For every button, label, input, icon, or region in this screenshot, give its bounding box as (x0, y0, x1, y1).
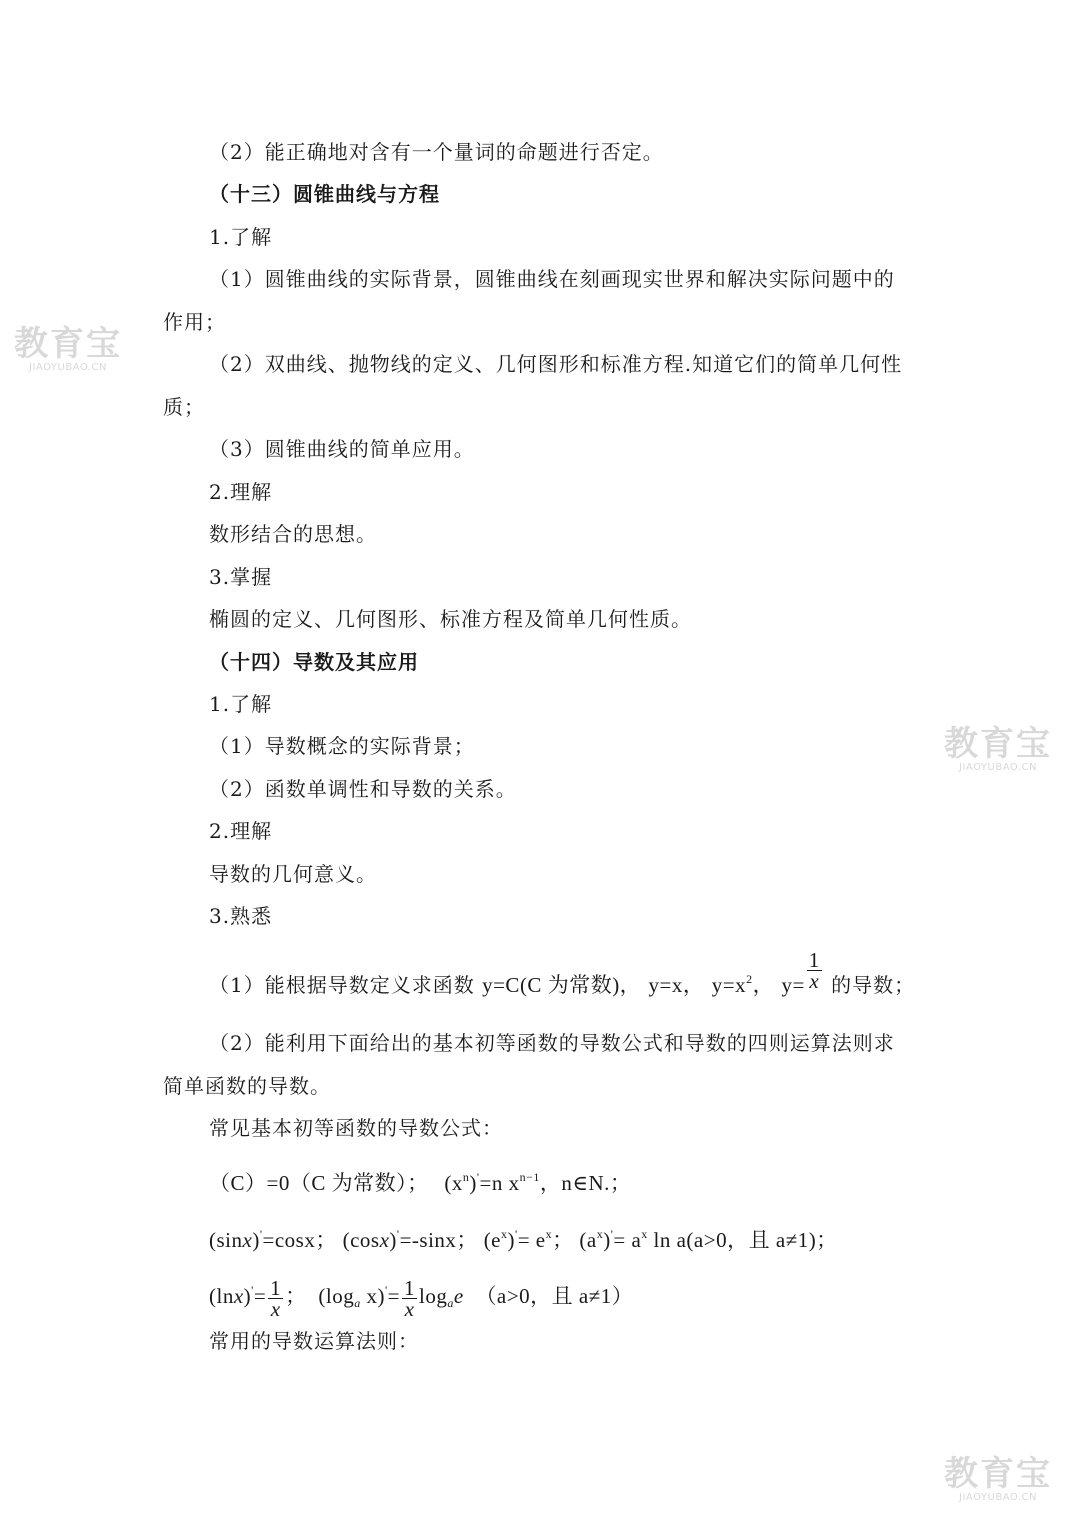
formula-exp-a: $(a^x)'= a^x$ ln a(a>0，且 a≠1)； (579, 1227, 838, 1252)
section-heading-14: （十四）导数及其应用 (209, 650, 419, 674)
formula-power: $(x^n)'=n$ $x^{n-1}$，n∈N.； (444, 1170, 632, 1195)
subheading-comprehend: 2.理解 (209, 480, 273, 504)
paragraph-monotonicity: （2）函数单调性和导数的关系。 (209, 777, 517, 801)
formula-exp-e: $(e^x)'= e^x$； (483, 1227, 574, 1252)
watermark-text-cn: 教育宝 (14, 324, 122, 364)
formula-row-trig-exp (209, 1221, 838, 1253)
watermark-logo-right-mid (944, 726, 1052, 774)
math-identity: y=x， (648, 973, 705, 997)
formula-log: ($\log_a$ x)'= $\frac{1}{x}$ $\log_ae$ (318, 1275, 464, 1321)
paragraph-number-shape: 数形结合的思想。 (209, 522, 377, 546)
formula-cos: (cosx)'=-sinx； (342, 1227, 478, 1252)
watermark-text-cn: 教育宝 (944, 724, 1052, 764)
watermark-text-en: JIAOYUBAO.CN (29, 362, 107, 373)
math-constant: y=C(C 为常数)， (482, 973, 642, 997)
watermark-logo-left (14, 326, 122, 374)
paragraph-hyperbola-parabola: （2）双曲线、抛物线的定义、几何图形和标准方程.知道它们的简单几何性 (209, 352, 903, 376)
subheading-understand-2: 1.了解 (209, 692, 273, 716)
paragraph-use-formulas-cont: 简单函数的导数。 (163, 1074, 331, 1098)
paragraph-conic-background: （1）圆锥曲线的实际背景，圆锥曲线在刻画现实世界和解决实际问题中的 (209, 267, 895, 291)
paragraph-negation: （2）能正确地对含有一个量词的命题进行否定。 (209, 140, 664, 164)
paragraph-conic-background-cont: 作用； (163, 310, 226, 334)
formula-sin: (sinx)'=cosx； (209, 1227, 337, 1252)
watermark-text-cn: 教育宝 (944, 1454, 1052, 1494)
text-lead: （1）能根据导数定义求函数 (209, 973, 475, 997)
subheading-familiar: 3.熟悉 (209, 904, 273, 928)
formula-ln: (lnx)'= $\frac{1}{x}$ ； (209, 1275, 307, 1321)
watermark-text-en: JIAOYUBAO.CN (959, 1492, 1037, 1503)
paragraph-geometric-meaning: 导数的几何意义。 (209, 862, 377, 886)
watermark-text-en: JIAOYUBAO.CN (959, 762, 1037, 773)
subheading-comprehend-2: 2.理解 (209, 819, 273, 843)
paragraph-conic-application: （3）圆锥曲线的简单应用。 (209, 437, 475, 461)
text-tail: 的导数； (831, 973, 916, 997)
formula-row-log (209, 1266, 633, 1327)
subheading-master: 3.掌握 (209, 565, 273, 589)
paragraph-ellipse: 椭圆的定义、几何图形、标准方程及简单几何性质。 (209, 607, 692, 631)
paragraph-derivative-background: （1）导数概念的实际背景； (209, 734, 475, 758)
formula-constant: （C）=0（C 为常数）； (209, 1171, 429, 1195)
math-reciprocal: y= $\frac{1}{x}$ (781, 948, 820, 997)
paragraph-derivative-by-definition (209, 950, 915, 1008)
paragraph-use-formulas: （2）能利用下面给出的基本初等函数的导数公式和导数的四则运算法则求 (209, 1031, 895, 1055)
formula-log-condition: （a>0，且 a≠1） (475, 1284, 634, 1308)
section-heading-13: （十三）圆锥曲线与方程 (209, 182, 440, 206)
watermark-logo-right-bottom (944, 1456, 1052, 1504)
math-square: $y=x^2$， (711, 972, 775, 997)
paragraph-formula-heading: 常见基本初等函数的导数公式： (209, 1116, 503, 1140)
paragraph-hyperbola-parabola-cont: 质； (163, 395, 205, 419)
formula-row-power (209, 1164, 631, 1196)
subheading-understand: 1.了解 (209, 225, 273, 249)
paragraph-rules-heading: 常用的导数运算法则： (209, 1329, 419, 1353)
